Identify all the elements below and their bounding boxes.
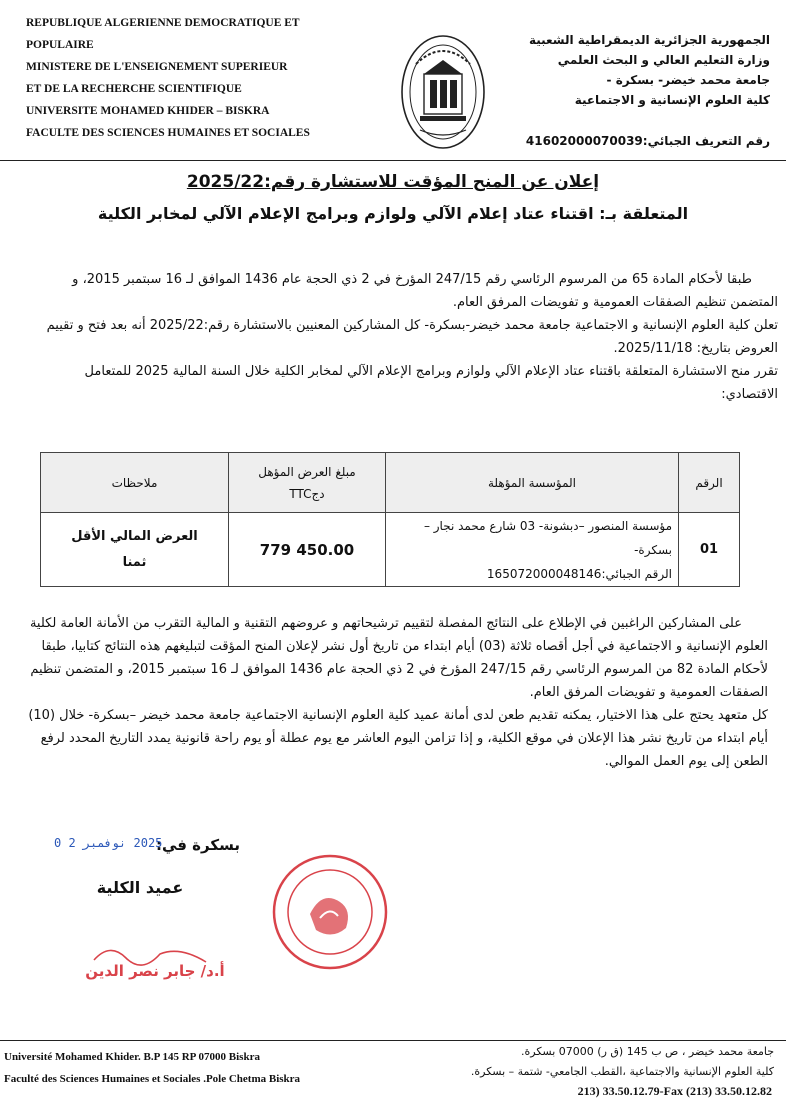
tax-id: رقم التعريف الجبائي:41602000070039 — [525, 134, 770, 148]
table-row — [41, 513, 740, 587]
body-paragraph: على المشاركين الراغبين في الإطلاع على النتائج المفصلة لتقييم ترشيحاتهم و عروضهم التقنية و المالية التقرب من الأمانة العامة لكلية العلوم الإنسانية و الاجتماعية في أجل أقصاه ثلاثة (03) أيام ابتداء من تاريخ أول نشر لإعلان المنح المؤقت لتبليغهم هذه النتائج كتابيا، طبقا لأحكام المادة 82 من المرسوم الرئاسي رقم 247/15 المؤرخ في 2 ذي الحجة عام 1436 الموافق لـ 16 سبتمبر 2015، و المتضمن تنظيم الصفقات العمومية و تفويضات المرفق العام. — [29, 616, 768, 700]
announcement-subject: المتعلقة بـ: اقتناء عتاد إعلام الآلي ولوازم وبرامج الإعلام الآلي لمخابر الكلية — [97, 204, 689, 223]
footer-ar-line: كلية العلوم الإنسانية والاجتماعية ،القطب الجامعي- شتمة – بسكرة. — [470, 1065, 774, 1078]
header-ar-line: جامعة محمد خيضر- بسكرة - — [606, 73, 770, 87]
header-fr-line: MINISTERE DE L'ENSEIGNEMENT SUPERIEUR — [26, 61, 288, 73]
footer-arabic — [414, 1042, 774, 1082]
handwritten-signature — [90, 940, 210, 970]
footer-fr-line: Faculté des Sciences Humaines et Sociales .Pole Chetma Biskra — [4, 1073, 301, 1085]
signature-place: بسكرة في: — [155, 836, 240, 854]
header-fr-line: ET DE LA RECHERCHE SCIENTIFIQUE — [26, 83, 242, 95]
header-divider — [0, 160, 786, 161]
row-number: 01 — [679, 513, 740, 587]
footer-phone: 213) 33.50.12.79-Fax (213) 33.50.12.82 — [577, 1084, 772, 1098]
header-arabic-block — [470, 30, 770, 110]
header-amount-label: مبلغ العرض المؤهل — [258, 464, 356, 479]
header-french-block — [26, 12, 356, 144]
intro-paragraph: تقرر منح الاستشارة المتعلقة باقتناء عتاد الإعلام الآلي ولوازم وبرامج الإعلام الآلي لمخابر الكلية خلال السنة المالية 2025 للمتعامل الاقتصادي: — [84, 364, 778, 402]
footer-ar-line: جامعة محمد خيضر ، ص ب 145 (ق ر) 07000 بسكرة. — [521, 1045, 774, 1058]
footer-divider — [0, 1040, 786, 1041]
header-fr-line: POPULAIRE — [26, 39, 94, 51]
header-ar-line: وزارة التعليم العالي و البحث العلمي — [557, 53, 770, 67]
award-table — [40, 452, 740, 587]
header-ar-line: الجمهورية الجزائرية الديمقراطية الشعبية — [528, 33, 770, 47]
row-notes — [41, 513, 229, 587]
row-notes-line: ثمنا — [122, 554, 147, 570]
header-number: الرقم — [679, 453, 740, 513]
row-notes-line: العرض المالي الأقل — [71, 528, 198, 544]
footer-fr-line: Université Mohamed Khider. B.P 145 RP 07000 Biskra — [4, 1051, 260, 1063]
body-text — [24, 612, 768, 773]
header-ar-line: كلية العلوم الإنسانية و الاجتماعية — [574, 93, 770, 107]
header-amount — [229, 453, 386, 513]
header-institution: المؤسسة المؤهلة — [386, 453, 679, 513]
official-seal — [270, 852, 390, 972]
announcement-title: إعلان عن المنح المؤقت للاستشارة رقم:2025/22 — [186, 172, 600, 192]
header-fr-line: REPUBLIQUE ALGERIENNE DEMOCRATIQUE ET — [26, 17, 300, 29]
table-header-row — [41, 453, 740, 513]
row-institution-tax-id: الرقم الجبائي:165072000048146 — [486, 566, 672, 581]
body-paragraph: كل متعهد يحتج على هذا الاختيار، يمكنه تقديم طعن لدى أمانة عميد كلية العلوم الإنسانية الاجتماعية جامعة محمد خيضر –بسكرة- خلال (10) أيام ابتداء من تاريخ نشر هذا الإعلان في موقع الكلية، و إذا تزامن اليوم العاشر مع يوم عطلة أو يوم راحة قانونية يمدد التاريخ المحدد لرفع الطعن إلى يوم العمل الموالي. — [28, 708, 768, 769]
intro-paragraph: طبقا لأحكام المادة 65 من المرسوم الرئاسي رقم 247/15 المؤرخ في 2 ذي الحجة عام 1436 الموافق لـ 16 سبتمبر 2015، و المتضمن تنظيم الصفقات العمومية و تفويضات المرفق العام. — [72, 272, 778, 310]
row-institution-name: مؤسسة المنصور –دبشونة- 03 شارع محمد نجار –بسكرة- — [423, 518, 672, 557]
intro-paragraph: تعلن كلية العلوم الإنسانية و الاجتماعية جامعة محمد خيضر-بسكرة- كل المشاركين المعنيين بالاستشارة رقم:2025/22 أنه بعد فتح و تقييم العروض بتاريخ: 2025/11/18. — [46, 318, 778, 356]
signer-name: أ.د/ جابر نصر الدين — [85, 962, 225, 980]
header-fr-line: FACULTE DES SCIENCES HUMAINES ET SOCIALES — [26, 127, 310, 139]
header-amount-currency: دجTTC — [289, 486, 325, 501]
date-stamp: 2025 نوفمبر 2 0 — [54, 836, 163, 850]
header-fr-line: UNIVERSITE MOHAMED KHIDER – BISKRA — [26, 105, 270, 117]
row-institution — [386, 513, 679, 587]
header-notes: ملاحظات — [41, 453, 229, 513]
row-amount: 779 450.00 — [229, 513, 386, 587]
signature-title: عميد الكلية — [96, 878, 184, 897]
footer-french — [4, 1046, 394, 1090]
intro-text — [36, 268, 778, 406]
